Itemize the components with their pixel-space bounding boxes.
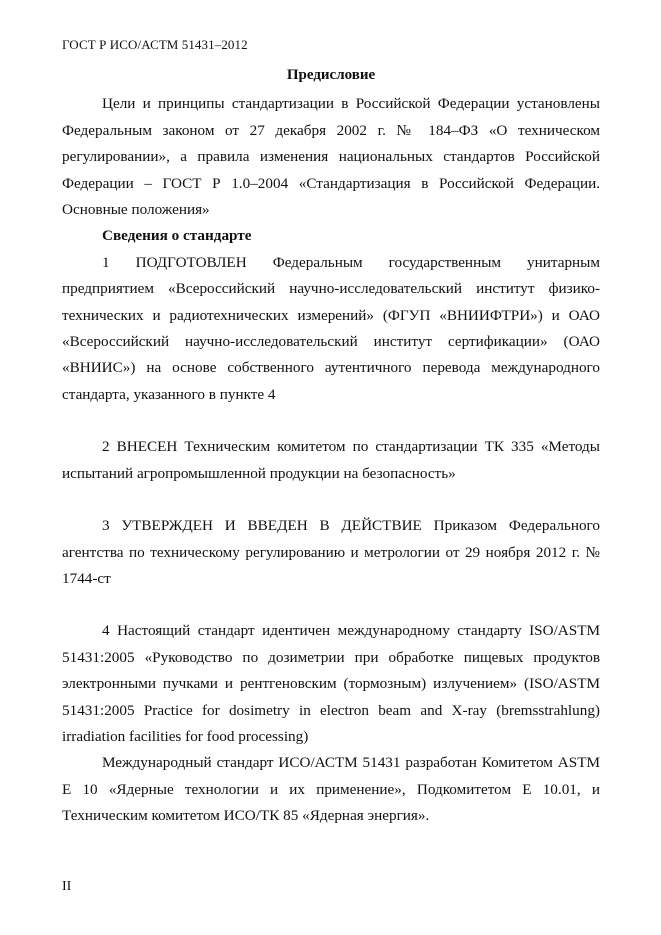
item-4-paragraph: 4 Настоящий стандарт идентичен международному стандарту ISO/ASTM 51431:2005 «Руководство по дозиметрии при обработке пищевых продуктов электронными пучками и рентгеновским (тормозным) излучением» (ISO/ASTM 51431:2005 Practice for dosimetry in electron beam and X-ray (bremsstrahlung) irradiation facilities for food processing) <box>62 622 600 745</box>
item-4-note-paragraph: Международный стандарт ИСО/АСТМ 51431 разработан Комитетом ASTM E 10 «Ядерные технологии и их применение», Подкомитетом E 10.01, и Техническим комитетом ИСО/ТК 85 «Ядерная энергия». <box>62 754 600 825</box>
preface-title: Предисловие <box>286 67 376 83</box>
document-header: ГОСТ Р ИСО/АСТМ 51431–2012 <box>62 37 248 52</box>
spacer <box>62 408 600 434</box>
page-number: II <box>62 879 72 894</box>
item-1-paragraph: 1 ПОДГОТОВЛЕН Федеральным государственным унитарным предприятием «Всероссийский научно-исследовательский институт физико-технических и радиотехнических измерений» (ФГУП «ВНИИФТРИ») и ОАО «Всероссийский научно-исследовательский институт сертификации» (ОАО «ВНИИС») на основе собственного аутентичного перевода международного стандарта, указанного в пункте 4 <box>62 253 600 403</box>
spacer <box>62 592 600 618</box>
item-2-paragraph: 2 ВНЕСЕН Техническим комитетом по стандартизации ТК 335 «Методы испытаний агропромышленной продукции на безопасность» <box>62 438 600 482</box>
spacer <box>62 487 600 513</box>
document-body <box>62 62 600 830</box>
item-3-paragraph: 3 УТВЕРЖДЕН И ВВЕДЕН В ДЕЙСТВИЕ Приказом Федерального агентства по техническому регулированию и метрологии от 29 ноября 2012 г. № 1744-ст <box>62 517 600 587</box>
preface-intro-paragraph: Цели и принципы стандартизации в Российской Федерации установлены Федеральным законом от 27 декабря 2002 г. № 184–ФЗ «О техническом регулировании», а правила изменения национальных стандартов Российской Федерации – ГОСТ Р 1.0–2004 «Стандартизация в Российской Федерации. Основные положения» <box>62 95 600 219</box>
standard-info-heading: Сведения о стандарте <box>102 227 252 245</box>
